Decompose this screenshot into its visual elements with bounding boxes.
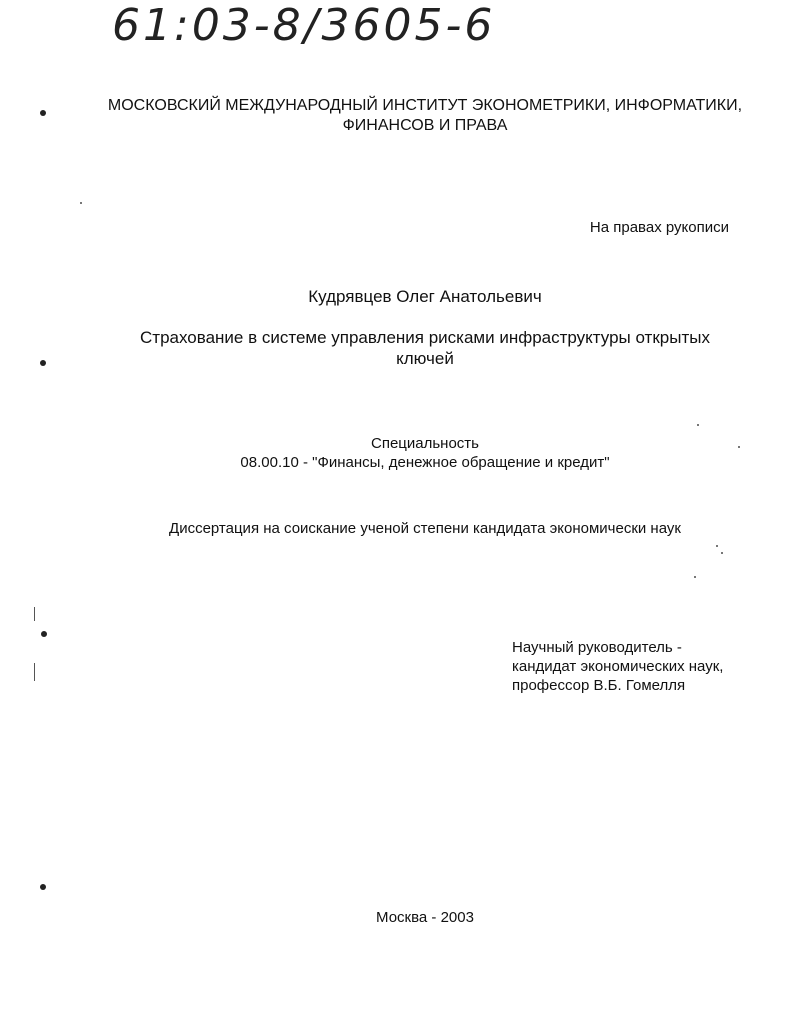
scan-mark-1 (34, 607, 35, 621)
scan-speck-1 (697, 424, 699, 426)
specialty-label: Специальность (371, 435, 479, 452)
dissertation-title (60, 327, 790, 369)
scan-speck-4 (738, 446, 740, 448)
institute-line-1: МОСКОВСКИЙ МЕЖДУНАРОДНЫЙ ИНСТИТУТ ЭКОНОМЕТРИКИ, ИНФОРМАТИКИ, (107, 97, 743, 114)
scan-mark-2 (34, 663, 35, 681)
scan-speck-6 (80, 202, 82, 204)
institute-line-2: ФИНАНСОВ И ПРАВА (342, 117, 508, 134)
punch-dot-1 (40, 110, 46, 116)
punch-dot-3 (41, 631, 47, 637)
archive-code-handwritten: 61:03-8/3605-6 (112, 0, 496, 51)
punch-dot-2 (40, 360, 46, 366)
scan-speck-2 (716, 545, 718, 547)
supervisor-line-3: профессор В.Б. Гомелля (512, 677, 686, 694)
scan-speck-3 (721, 552, 723, 554)
institute-name (60, 96, 790, 136)
supervisor-line-1: Научный руководитель - (512, 639, 682, 656)
title-line-2: ключей (396, 349, 454, 368)
punch-dot-4 (40, 884, 46, 890)
author-name: Кудрявцев Олег Анатольевич (308, 287, 542, 306)
city-year: Москва - 2003 (376, 909, 474, 926)
title-line-1: Страхование в системе управления рисками инфраструктуры открытых (140, 328, 710, 347)
dissertation-note: Диссертация на соискание ученой степени кандидата экономически наук (169, 520, 681, 537)
specialty-block (60, 434, 790, 472)
rights-note: На правах рукописи (589, 219, 729, 236)
supervisor-line-2: кандидат экономических наук, (512, 658, 724, 675)
supervisor-block (512, 638, 723, 695)
specialty-code: 08.00.10 - "Финансы, денежное обращение и кредит" (240, 454, 610, 471)
scan-speck-5 (694, 576, 696, 578)
